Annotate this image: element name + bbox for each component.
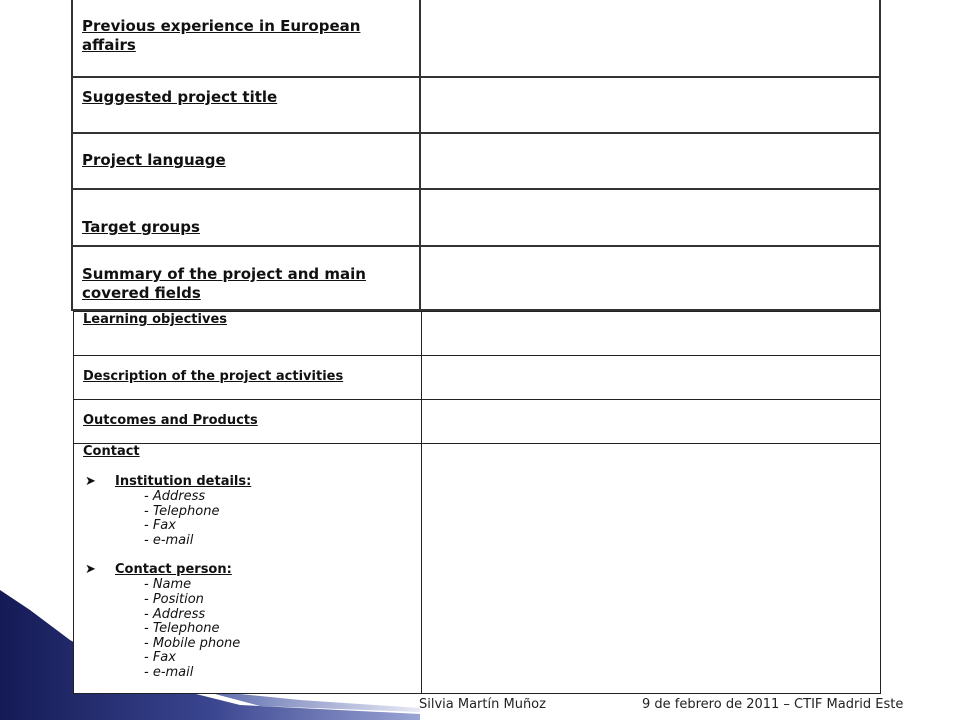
contact-person-list: [83, 578, 411, 680]
list-item: - Address: [144, 606, 206, 622]
list-item: - Address: [144, 489, 206, 504]
list-item: - Name: [144, 577, 192, 593]
institution-details-list: [83, 490, 411, 548]
application-form-table-bottom: [73, 311, 881, 694]
table-row: [74, 312, 881, 356]
field-value-project-title[interactable]: [420, 77, 880, 133]
table-row: [72, 133, 880, 189]
field-value-previous-experience[interactable]: [420, 0, 880, 77]
contact-person-heading: [85, 562, 411, 578]
list-item: - Fax: [144, 650, 176, 666]
table-row: [74, 444, 881, 694]
table-row: [72, 189, 880, 246]
field-value-summary[interactable]: [420, 246, 880, 310]
field-label-project-title: Suggested project title: [72, 77, 420, 133]
field-label-project-activities: Description of the project activities: [74, 356, 422, 400]
table-row: [74, 400, 881, 444]
field-label-contact: [74, 444, 422, 694]
contact-title: Contact: [83, 444, 140, 459]
footer-author: Silvia Martín Muñoz: [419, 697, 546, 712]
field-label-outcomes-products: Outcomes and Products: [74, 400, 422, 444]
footer-date-place: 9 de febrero de 2011 – CTIF Madrid Este: [642, 697, 904, 712]
field-value-contact[interactable]: [422, 444, 881, 694]
field-label-summary: Summary of the project and main covered fields: [72, 246, 420, 310]
field-label-project-language: Project language: [72, 133, 420, 189]
table-row: [72, 77, 880, 133]
list-item: - Telephone: [144, 503, 220, 519]
field-value-target-groups[interactable]: [420, 189, 880, 246]
table-row: [72, 0, 880, 77]
application-form-table-top: [71, 0, 881, 311]
field-label-target-groups: Target groups: [72, 189, 420, 246]
contact-person-label: Contact person:: [115, 562, 232, 578]
list-item: - Fax: [144, 518, 176, 534]
list-item: - Mobile phone: [144, 635, 241, 651]
arrowhead-bullet-icon: ➤: [85, 474, 96, 489]
institution-details-heading: [85, 474, 411, 490]
list-item: - Telephone: [144, 621, 220, 637]
list-item: - Position: [144, 591, 204, 607]
arrowhead-bullet-icon: ➤: [85, 562, 96, 578]
list-item: - e-mail: [144, 664, 194, 680]
field-value-learning-objectives[interactable]: [422, 312, 881, 356]
field-value-outcomes-products[interactable]: [422, 400, 881, 444]
field-value-project-language[interactable]: [420, 133, 880, 189]
table-row: [72, 246, 880, 310]
field-label-previous-experience: Previous experience in European affairs: [72, 0, 420, 77]
field-value-project-activities[interactable]: [422, 356, 881, 400]
institution-details-label: Institution details:: [115, 474, 252, 489]
table-row: [74, 356, 881, 400]
field-label-learning-objectives: Learning objectives: [74, 312, 422, 356]
list-item: - e-mail: [144, 532, 194, 548]
